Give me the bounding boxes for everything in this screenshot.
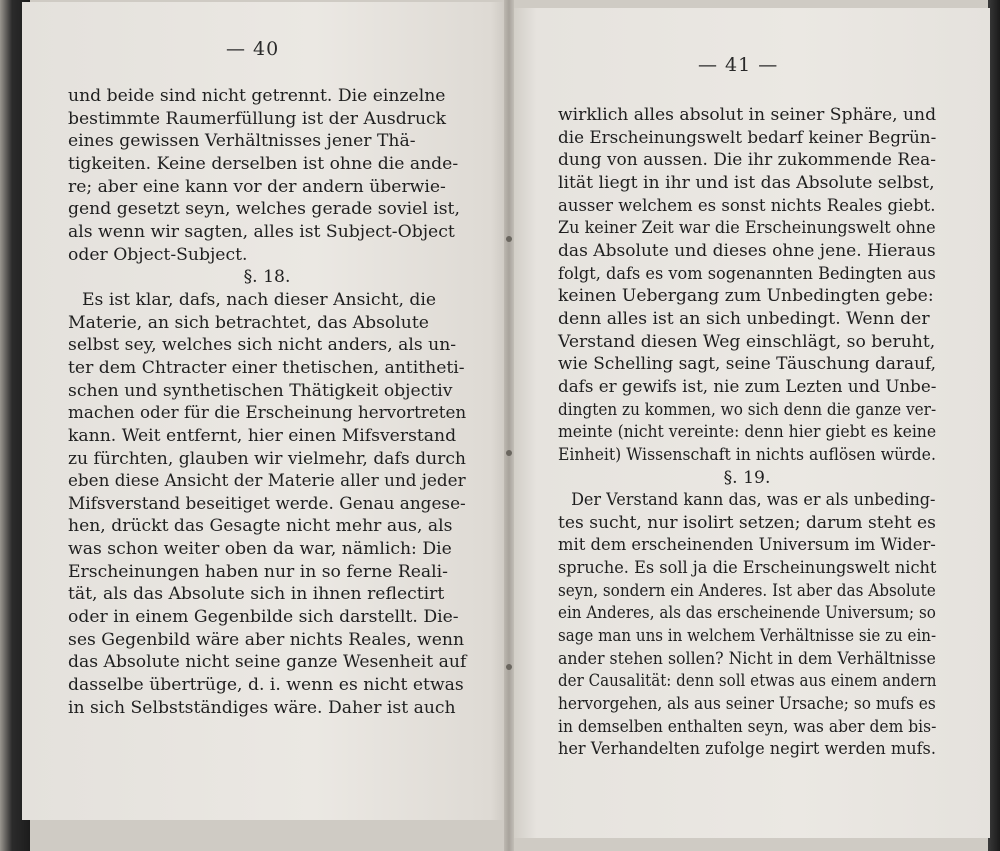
text-line: tät, als das Absolute sich in ihnen reflectirt — [68, 584, 445, 605]
text-line: selbst sey, welches sich nicht anders, als un- — [68, 335, 457, 356]
text-line: Zu keiner Zeit war die Erscheinungswelt ohne — [558, 218, 936, 239]
text-line: oder in einem Gegenbilde sich darstellt. Die- — [68, 607, 459, 628]
text-line: die Erscheinungswelt bedarf keiner Begrün- — [558, 127, 937, 148]
text-line: Es ist klar, dafs, nach dieser Ansicht, die — [82, 289, 437, 310]
text-line: eines gewissen Verhältnisses jener Thä- — [68, 131, 416, 152]
section-heading: §. 18. — [243, 267, 291, 288]
text-line: hen, drückt das Gesagte nicht mehr aus, als — [68, 516, 453, 537]
text-line: mit dem erscheinenden Universum im Wider- — [558, 535, 936, 556]
text-line: Verstand diesen Weg einschlägt, so beruht, — [558, 331, 936, 352]
text-line: her Verhandelten zufolge negirt werden mufs. — [558, 739, 936, 760]
text-line: hervorgehen, als aus seiner Ursache; so mufs es — [558, 694, 936, 715]
text-line: seyn, sondern ein Anderes. Ist aber das Absolute — [558, 580, 936, 601]
text-line: Mifsverstand beseitiget werde. Genau angese- — [68, 493, 466, 514]
text-line: was schon weiter oben da war, nämlich: Die — [68, 539, 452, 560]
section-heading: §. 19. — [723, 467, 771, 488]
text-line: Der Verstand kann das, was er als unbeding- — [571, 490, 936, 511]
text-line: lität liegt in ihr und ist das Absolute selbst, — [558, 172, 935, 193]
text-line: als wenn wir sagten, alles ist Subject-Object — [68, 221, 455, 242]
text-line: eben diese Ansicht der Materie aller und jeder — [68, 471, 466, 492]
text-line: Materie, an sich betrachtet, das Absolute — [68, 312, 429, 333]
text-line: machen oder für die Erscheinung hervortreten — [68, 403, 467, 424]
text-line: ander stehen sollen? Nicht in dem Verhältnisse — [558, 648, 936, 669]
text-line: schen und synthetischen Thätigkeit objectiv — [68, 380, 453, 401]
text-line: das Absolute nicht seine ganze Wesenheit auf — [68, 652, 467, 673]
text-line: der Causalität: denn soll etwas aus einem andern — [558, 671, 937, 692]
text-line: denn alles ist an sich unbedingt. Wenn der — [558, 308, 930, 329]
text-line: ein Anderes, als das erscheinende Universum; so — [558, 603, 936, 624]
left-page-text — [68, 85, 466, 719]
text-line: wirklich alles absolut in seiner Sphäre, und — [558, 105, 937, 125]
text-line: dasselbe übertrüge, d. i. wenn es nicht etwas — [68, 675, 464, 696]
text-line: sage man uns in welchem Verhältnisse sie zu ein- — [558, 626, 937, 647]
text-line: tes sucht, nur isolirt setzen; darum steht es — [558, 512, 936, 533]
binding-stitch — [506, 450, 512, 456]
text-line: wie Schelling sagt, seine Täuschung darauf, — [558, 354, 937, 375]
text-line: spruche. Es soll ja die Erscheinungswelt nicht — [558, 558, 937, 579]
text-line: ses Gegenbild wäre aber nichts Reales, wenn — [68, 629, 465, 650]
text-line: dung von aussen. Die ihr zukommende Rea- — [558, 150, 936, 171]
text-line: Einheit) Wissenschaft in nichts auflösen würde. — [558, 444, 936, 465]
text-line: meinte (nicht vereinte: denn hier giebt es keine — [558, 422, 937, 443]
text-line: das Absolute und dieses ohne jene. Hieraus — [558, 240, 936, 261]
binding-stitch — [506, 664, 512, 670]
text-line: bestimmte Raumerfüllung ist der Ausdruck — [68, 108, 447, 129]
text-line: Erscheinungen haben nur in so ferne Reali- — [68, 561, 448, 582]
text-line: folgt, dafs es vom sogenannten Bedingten aus — [558, 263, 936, 284]
page-number-right: — 41 — — [698, 54, 779, 76]
text-line: in sich Selbstständiges wäre. Daher ist auch — [68, 697, 456, 718]
text-line: keinen Uebergang zum Unbedingten gebe: — [558, 286, 934, 307]
text-line: in demselben enthalten seyn, was aber dem bis- — [558, 716, 937, 737]
book-gutter — [504, 0, 514, 851]
text-line: kann. Weit entfernt, hier einen Mifsverstand — [68, 425, 457, 446]
binding-stitch — [506, 236, 512, 242]
text-line: oder Object-Subject. — [68, 244, 248, 265]
right-page-text — [558, 104, 936, 761]
text-line: tigkeiten. Keine derselben ist ohne die ande- — [68, 153, 459, 174]
text-line: gend gesetzt seyn, welches gerade soviel ist, — [68, 199, 460, 220]
text-line: dingten zu kommen, wo sich denn die ganze ver- — [558, 399, 937, 420]
text-line: ausser welchem es sonst nichts Reales giebt. — [558, 195, 936, 216]
text-line: und beide sind nicht getrennt. Die einzelne — [68, 86, 446, 106]
page-number-left: — 40 — [226, 38, 280, 60]
text-line: dafs er gewifs ist, nie zum Lezten und Unbe- — [558, 376, 937, 397]
text-line: zu fürchten, glauben wir vielmehr, dafs durch — [68, 448, 466, 469]
text-line: re; aber eine kann vor der andern überwie- — [68, 176, 446, 197]
text-line: ter dem Chtracter einer thetischen, antitheti- — [68, 357, 465, 378]
